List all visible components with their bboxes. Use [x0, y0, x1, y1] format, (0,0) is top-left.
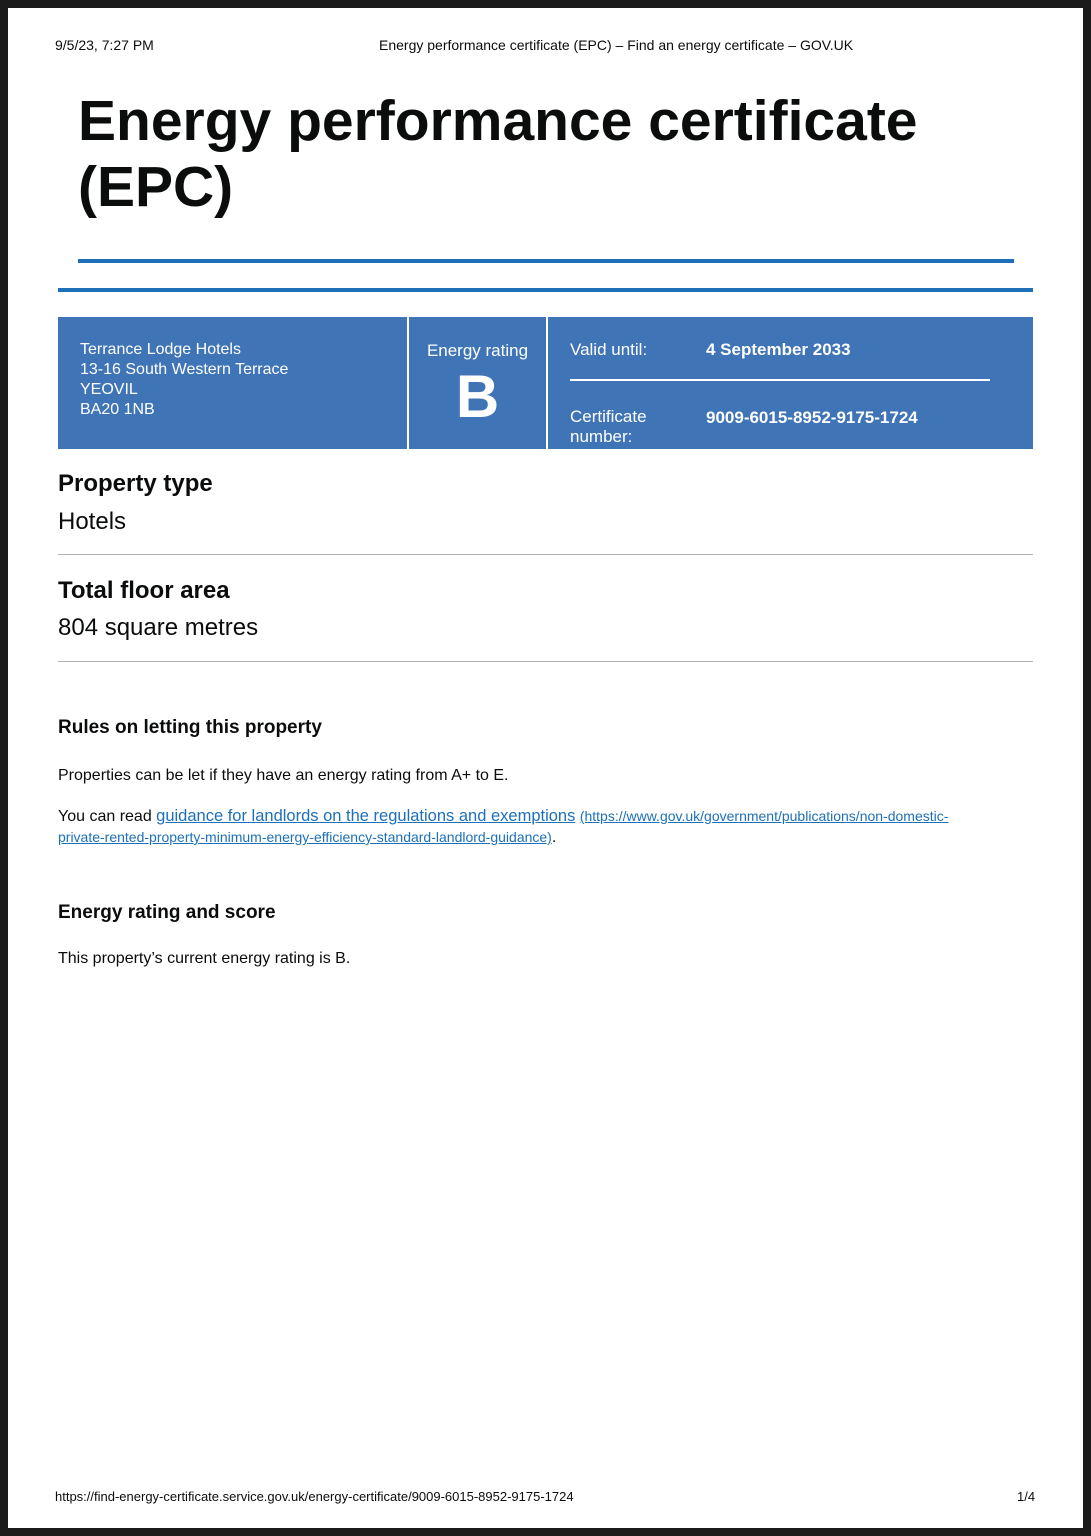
energy-rating-label: Energy rating — [426, 341, 529, 360]
certificate-number-label: Certificate number: — [570, 407, 647, 446]
separator — [58, 554, 1033, 555]
valid-until-value: 4 September 2033 — [706, 340, 851, 359]
guidance-suffix: . — [551, 829, 557, 846]
property-type-heading: Property type — [58, 470, 213, 497]
energy-score-heading: Energy rating and score — [58, 902, 276, 923]
print-page-number: 1/4 — [1017, 1489, 1036, 1504]
floor-area-heading: Total floor area — [58, 577, 230, 604]
certificate-number-value: 9009-6015-8952-9175-1724 — [706, 408, 918, 427]
page-title: Energy performance certificate (EPC) — [78, 89, 918, 219]
address-line: YEOVIL — [80, 381, 138, 398]
banner-divider — [546, 317, 548, 449]
epc-summary-banner — [58, 317, 1033, 449]
landlord-guidance-url[interactable]: (https://www.gov.uk/government/publications/non-domestic-private-rented-property-minimum-energy-efficiency-standard-landlord-guidance) — [58, 808, 949, 845]
letting-rules-heading: Rules on letting this property — [58, 717, 322, 738]
landlord-guidance-link[interactable]: guidance for landlords on the regulations and exemptions — [156, 807, 576, 825]
address-line: BA20 1NB — [80, 401, 155, 418]
banner-row-divider — [570, 379, 990, 381]
address-line: 13-16 South Western Terrace — [80, 361, 289, 378]
property-type-value: Hotels — [58, 508, 127, 535]
property-address — [80, 340, 288, 420]
print-datetime: 9/5/23, 7:27 PM — [55, 37, 154, 53]
guidance-prefix: You can read — [58, 808, 157, 825]
section-divider — [58, 288, 1033, 292]
guidance-paragraph — [58, 806, 988, 848]
title-divider — [78, 259, 1014, 263]
separator — [58, 661, 1033, 662]
energy-score-paragraph: This property’s current energy rating is B. — [58, 950, 351, 967]
floor-area-value: 804 square metres — [58, 614, 259, 641]
energy-rating-letter: B — [455, 363, 500, 430]
letting-rules-paragraph: Properties can be let if they have an energy rating from A+ to E. — [58, 767, 509, 784]
print-document-title: Energy performance certificate (EPC) – Find an energy certificate – GOV.UK — [379, 37, 854, 53]
address-line: Terrance Lodge Hotels — [80, 341, 241, 358]
valid-until-label: Valid until: — [570, 340, 648, 359]
document-page — [8, 8, 1083, 1528]
print-footer-url: https://find-energy-certificate.service.gov.uk/energy-certificate/9009-6015-8952-9175-1724 — [55, 1489, 574, 1504]
